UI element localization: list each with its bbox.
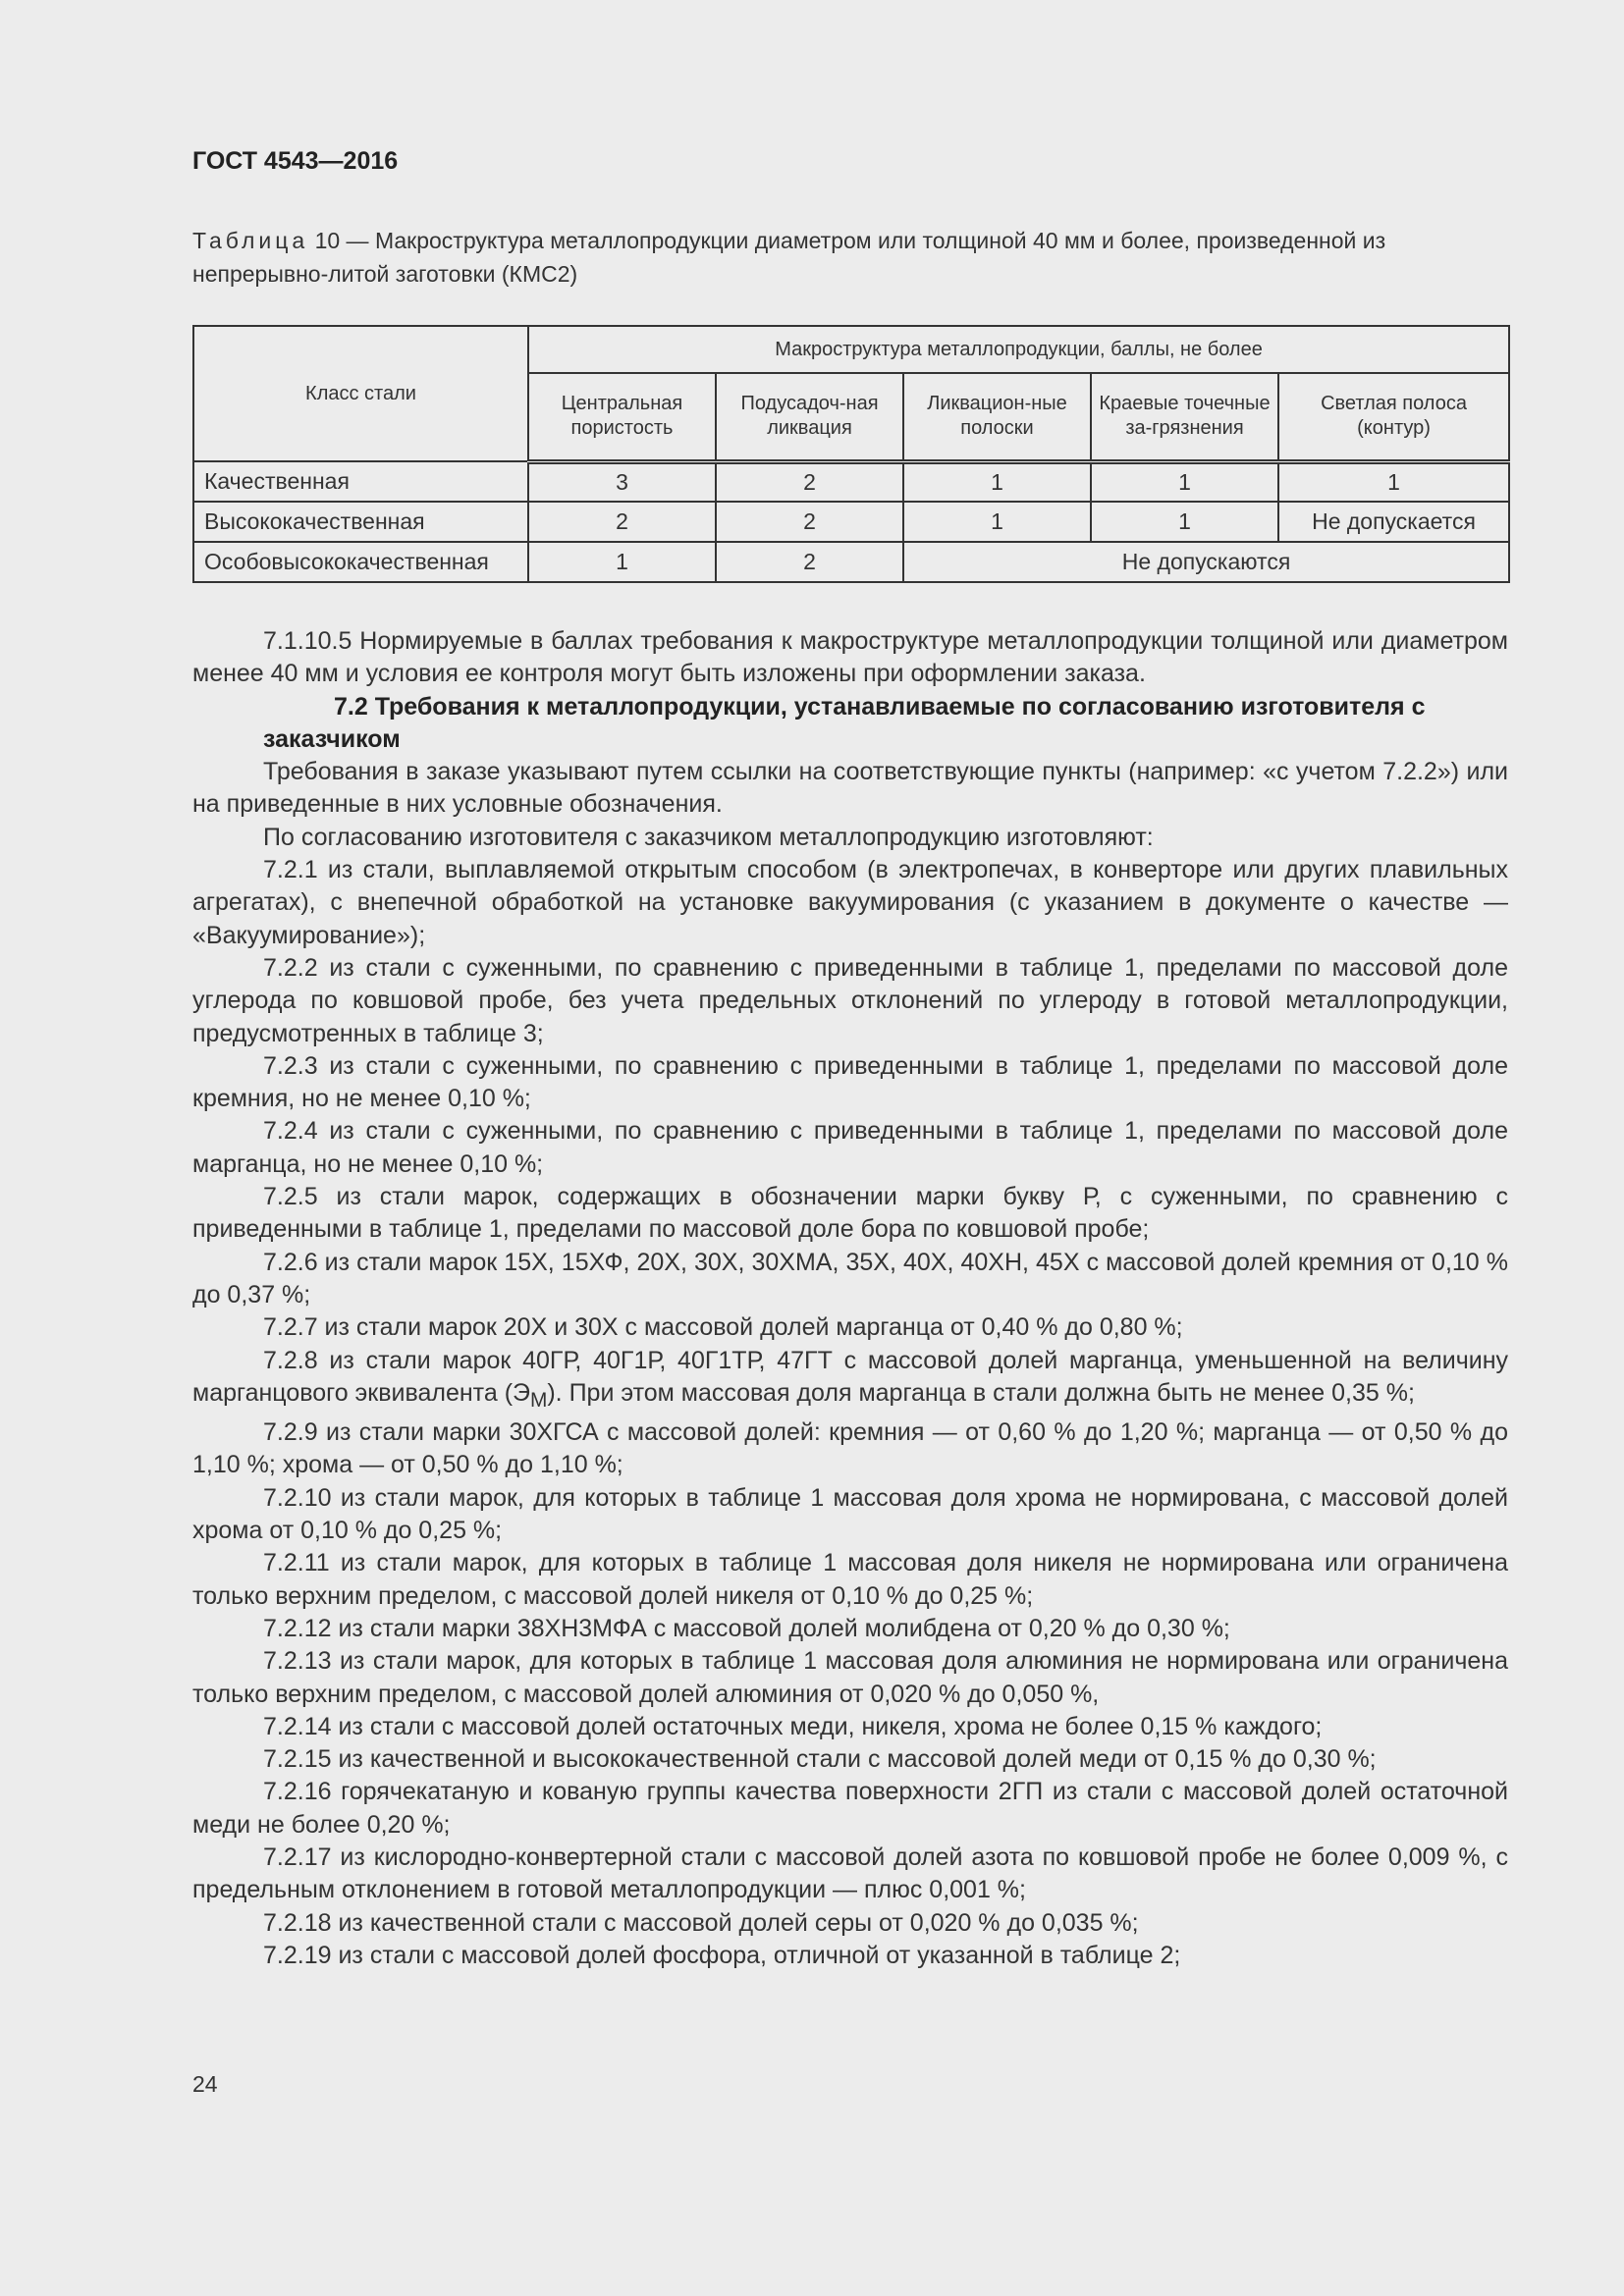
col-header: Краевые точечные за-грязнения [1091,373,1278,461]
paragraph-7-2-18: 7.2.18 из качественной стали с массовой долей серы от 0,020 % до 0,035 %; [263,1908,1139,1937]
section-heading-7-2: 7.2 Требования к металлопродукции, устанавливаемые по согласованию изготовителя с заказчиком [263,692,1426,753]
table-cell: 2 [716,502,903,542]
paragraph-7-2-10: 7.2.10 из стали марок, для которых в таблице 1 массовая доля хрома не нормирована, с массовой долей хрома от 0,10 % до 0,25 %; [192,1483,1508,1545]
table-cell: 1 [903,502,1091,542]
paragraph-7-2-17: 7.2.17 из кислородно-конвертерной стали с массовой долей азота по ковшовой пробе не более 0,009 %, с предельным отклонением в готовой металлопродукции — плюс 0,001 %; [192,1842,1508,1904]
paragraph-7-2-19: 7.2.19 из стали с массовой долей фосфора, отличной от указанной в таблице 2; [263,1941,1181,1969]
col-header: Светлая полоса (контур) [1278,373,1509,461]
paragraph-7-2-1: 7.2.1 из стали, выплавляемой открытым способом (в электропечах, в конверторе или других плавильных агрегатах), с внепечной обработкой на установке вакуумирования (с указанием в документе о качестве — «Вакуумирование»); [192,856,1508,949]
table-cell: 2 [716,542,903,582]
table-caption [192,224,1508,291]
table-cell: 1 [528,542,716,582]
col-header-steel-class: Класс стали [193,326,528,461]
table-cell: 1 [1091,502,1278,542]
paragraph-part: 7.2.8 из стали марок 40ГР, 40Г1Р, 40Г1ТР, 47ГТ с массовой долей марганца, уменьшенной на величину марганцового эквивалента (Э [192,1346,1508,1407]
subscript: М [530,1388,548,1412]
table-caption-label: Таблица [192,228,309,253]
table-cell: 2 [716,461,903,502]
body-text [192,625,1508,1972]
paragraph-7-2-5: 7.2.5 из стали марок, содержащих в обозначении марки букву Р, с суженными, по сравнению с приведенными в таблице 1, пределами по массовой доле бора по ковшовой пробе; [192,1183,1508,1244]
paragraph-intro: По согласованию изготовителя с заказчиком металлопродукцию изготовляют: [263,823,1154,851]
row-name: Качественная [193,461,528,502]
table-cell: Не допускается [1278,502,1509,542]
table-row [193,542,1509,582]
table-cell: 1 [1278,461,1509,502]
paragraph-7-1-10-5: 7.1.10.5 Нормируемые в баллах требования к макроструктуре металлопродукции толщиной или диаметром менее 40 мм и условия ее контроля могут быть изложены при оформлении заказа. [192,627,1508,688]
col-header: Центральная пористость [528,373,716,461]
table-cell: 1 [903,461,1091,502]
paragraph-7-2-9: 7.2.9 из стали марки 30ХГСА с массовой долей: кремния — от 0,60 % до 1,20 %; марганца — от 0,50 % до 1,10 %; хрома — от 0,50 % до 1,10 %; [192,1418,1508,1479]
document-code-header: ГОСТ 4543—2016 [192,147,399,175]
row-name: Особовысококачественная [193,542,528,582]
table-cell: 3 [528,461,716,502]
macrostructure-table [192,325,1510,583]
col-header: Ликвацион-ные полоски [903,373,1091,461]
table-cell-merged: Не допускаются [903,542,1509,582]
page-number: 24 [192,2071,218,2097]
paragraph-7-2-11: 7.2.11 из стали марок, для которых в таблице 1 массовая доля никеля не нормирована или ограничена только верхним пределом, с массовой долей никеля от 0,10 % до 0,25 %; [192,1549,1508,1610]
paragraph-7-2-16: 7.2.16 горячекатаную и кованую группы качества поверхности 2ГП из стали с массовой долей остаточной меди не более 0,20 %; [192,1778,1508,1839]
row-name: Высококачественная [193,502,528,542]
col-header: Подусадоч-ная ликвация [716,373,903,461]
paragraph-7-2-13: 7.2.13 из стали марок, для которых в таблице 1 массовая доля алюминия не нормирована или ограничена только верхним пределом, с массовой долей алюминия от 0,020 % до 0,050 %, [192,1647,1508,1708]
col-header-group: Макроструктура металлопродукции, баллы, не более [528,326,1509,373]
paragraph-7-2-3: 7.2.3 из стали с суженными, по сравнению с приведенными в таблице 1, пределами по массовой доле кремния, но не менее 0,10 %; [192,1051,1508,1113]
paragraph-7-2-14: 7.2.14 из стали с массовой долей остаточных меди, никеля, хрома не более 0,15 % каждого; [263,1712,1323,1740]
table-row [193,461,1509,502]
table-row [193,502,1509,542]
paragraph-7-2-15: 7.2.15 из качественной и высококачественной стали с массовой долей меди от 0,15 % до 0,30 %; [263,1745,1377,1774]
paragraph-7-2-4: 7.2.4 из стали с суженными, по сравнению с приведенными в таблице 1, пределами по массовой доле марганца, но не менее 0,10 %; [192,1117,1508,1178]
paragraph-7-2-2: 7.2.2 из стали с суженными, по сравнению с приведенными в таблице 1, пределами по массовой доле углерода по ковшовой пробе, без учета предельных отклонений по углероду в готовой металлопродукции, предусмотренных в таблице 3; [192,953,1508,1047]
paragraph-7-2-7: 7.2.7 из стали марок 20Х и 30Х с массовой долей марганца от 0,40 % до 0,80 %; [263,1313,1183,1342]
paragraph-7-2-6: 7.2.6 из стали марок 15Х, 15ХФ, 20Х, 30Х, 30ХМА, 35Х, 40Х, 40ХН, 45Х с массовой долей кремния от 0,10 % до 0,37 %; [192,1248,1508,1308]
paragraph-part: ). При этом массовая доля марганца в стали должна быть не менее 0,35 %; [547,1378,1415,1407]
paragraph-7-2-12: 7.2.12 из стали марки 38ХН3МФА с массовой долей молибдена от 0,20 % до 0,30 %; [263,1614,1230,1642]
table-caption-text: 10 — Макроструктура металлопродукции диаметром или толщиной 40 мм и более, произведенной из непрерывно-литой заготовки (КМС2) [192,228,1386,287]
table-cell: 2 [528,502,716,542]
paragraph-intro: Требования в заказе указывают путем ссылки на соответствующие пункты (например: «с учетом 7.2.2») или на приведенные в них условные обозначения. [192,758,1508,819]
table-cell: 1 [1091,461,1278,502]
paragraph-7-2-8 [192,1345,1508,1417]
